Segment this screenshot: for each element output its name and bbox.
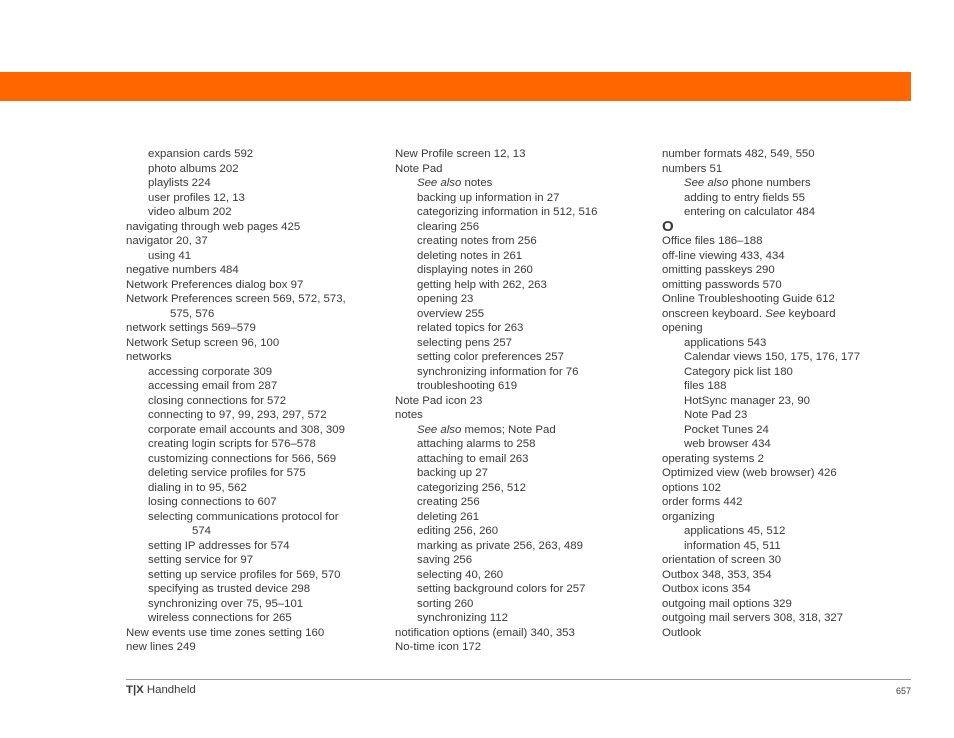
index-entry: opening (662, 322, 703, 334)
index-entry: editing 256, 260 (417, 525, 499, 537)
index-entry: navigating through web pages 425 (126, 220, 301, 233)
index-section-letter: O (662, 217, 674, 235)
index-entry (395, 423, 640, 438)
index-entry: displaying notes in 260 (417, 264, 533, 276)
index-entry: files 188 (684, 380, 727, 392)
index-entry: Note Pad (395, 162, 443, 175)
index-entry: entering on calculator 484 (684, 206, 816, 218)
index-entry: creating login scripts for 576–578 (148, 438, 316, 450)
index-entry: options 102 (662, 481, 721, 494)
index-entry: applications 543 (684, 336, 767, 349)
index-entry: backing up 27 (417, 467, 488, 479)
index-entry: operating systems 2 (662, 452, 764, 465)
index-entry: selecting 40, 260 (417, 568, 504, 581)
index-entry: losing connections to 607 (148, 496, 277, 508)
index-entry: expansion cards 592 (148, 148, 254, 160)
index-entry: omitting passkeys 290 (662, 264, 775, 276)
footer-title (126, 684, 196, 696)
index-entry: Pocket Tunes 24 (684, 423, 769, 436)
index-entry: deleting service profiles for 575 (148, 467, 306, 479)
index-entry: selecting pens 257 (417, 336, 512, 349)
index-entry: navigator 20, 37 (126, 235, 208, 247)
index-entry: Office files 186–188 (662, 235, 763, 247)
index-entry: corporate email accounts and 308, 309 (148, 423, 345, 436)
index-entry-text: phone numbers (728, 177, 811, 189)
header-bar (0, 72, 911, 101)
index-entry: categorizing information in 512, 516 (417, 206, 598, 218)
index-entry: sorting 260 (417, 597, 474, 610)
index-entry: deleting 261 (417, 510, 480, 523)
index-entry: organizing (662, 510, 715, 523)
index-entry: numbers 51 (662, 162, 723, 175)
index-entry: connecting to 97, 99, 293, 297, 572 (148, 409, 327, 421)
index-entry (395, 176, 640, 191)
index-entry: Network Preferences screen 569, 572, 573, (126, 293, 346, 305)
index-entry: Network Setup screen 96, 100 (126, 336, 280, 349)
index-entry: network settings 569–579 (126, 322, 256, 334)
index-entry: accessing corporate 309 (148, 365, 273, 378)
footer-brand: T|X (126, 684, 144, 696)
index-entry: troubleshooting 619 (417, 380, 518, 392)
index-entry: setting background colors for 257 (417, 583, 586, 595)
index-entry: clearing 256 (417, 220, 480, 233)
index-entry: New Profile screen 12, 13 (395, 148, 526, 160)
index-column-3 (662, 147, 912, 640)
index-entry: new lines 249 (126, 641, 196, 653)
index-entry: applications 45, 512 (684, 525, 786, 537)
index-entry: 575, 576 (170, 307, 215, 320)
index-entry: Note Pad 23 (684, 409, 748, 421)
index-entry: off-line viewing 433, 434 (662, 249, 785, 262)
index-entry: synchronizing 112 (417, 612, 508, 624)
index-entry: closing connections for 572 (148, 394, 287, 407)
index-entry: outgoing mail servers 308, 318, 327 (662, 612, 844, 624)
index-entry: attaching to email 263 (417, 452, 529, 465)
index-entry: wireless connections for 265 (148, 612, 292, 624)
index-entry: marking as private 256, 263, 489 (417, 539, 583, 552)
index-entry: notes (395, 409, 423, 421)
index-entry: No-time icon 172 (395, 641, 482, 653)
page-number: 657 (895, 686, 911, 696)
footer-product: Handheld (143, 684, 196, 696)
index-entry: Outbox 348, 353, 354 (662, 568, 772, 581)
see-reference: See (765, 307, 786, 320)
index-entry: related topics for 263 (417, 322, 524, 334)
index-entry: synchronizing information for 76 (417, 365, 579, 378)
index-entry: Note Pad icon 23 (395, 394, 483, 407)
index-entry: Outlook (662, 626, 702, 639)
index-entry-text: onscreen keyboard. (662, 307, 766, 320)
index-entry (662, 176, 912, 191)
index-entry: 574 (192, 525, 212, 537)
see-also-reference: See also (417, 177, 462, 189)
index-entry-text: memos; Note Pad (461, 423, 556, 436)
see-also-reference: See also (417, 423, 462, 436)
index-entry: using 41 (148, 249, 192, 262)
index-entry: categorizing 256, 512 (417, 481, 526, 494)
index-entry: user profiles 12, 13 (148, 191, 245, 204)
index-entry: order forms 442 (662, 496, 743, 508)
index-entry: overview 255 (417, 307, 485, 320)
index-column-1 (126, 147, 376, 655)
index-entry: setting IP addresses for 574 (148, 539, 290, 552)
index-entry: setting service for 97 (148, 554, 254, 566)
index-entry: notification options (email) 340, 353 (395, 626, 575, 639)
index-entry: Network Preferences dialog box 97 (126, 278, 304, 291)
index-entry: networks (126, 351, 172, 363)
index-entry: setting up service profiles for 569, 570 (148, 568, 341, 581)
index-entry: playlists 224 (148, 177, 211, 189)
index-entry (662, 307, 912, 322)
index-entry: video album 202 (148, 206, 232, 218)
index-entry: creating notes from 256 (417, 235, 537, 247)
index-entry: HotSync manager 23, 90 (684, 394, 811, 407)
index-entry-target: keyboard (785, 307, 836, 320)
index-entry: selecting communications protocol for (148, 510, 339, 523)
index-entry: photo albums 202 (148, 162, 239, 175)
index-entry: Optimized view (web browser) 426 (662, 467, 837, 479)
footer-divider (126, 679, 911, 680)
index-entry: backing up information in 27 (417, 191, 560, 204)
index-entry: Calendar views 150, 175, 176, 177 (684, 351, 861, 363)
index-entry: negative numbers 484 (126, 264, 239, 276)
index-entry: outgoing mail options 329 (662, 597, 792, 610)
index-entry: number formats 482, 549, 550 (662, 148, 815, 160)
index-entry: customizing connections for 566, 569 (148, 452, 337, 465)
index-entry: orientation of screen 30 (662, 554, 782, 566)
index-entry: saving 256 (417, 554, 473, 566)
index-entry: web browser 434 (684, 438, 771, 450)
index-entry: omitting passwords 570 (662, 278, 782, 291)
index-entry: dialing in to 95, 562 (148, 481, 247, 494)
index-entry: deleting notes in 261 (417, 249, 523, 262)
index-entry: creating 256 (417, 496, 480, 508)
index-entry: adding to entry fields 55 (684, 191, 805, 204)
index-column-2 (395, 147, 640, 655)
index-entry: synchronizing over 75, 95–101 (148, 597, 304, 610)
index-entry: information 45, 511 (684, 539, 781, 552)
index-entry: New events use time zones setting 160 (126, 626, 325, 639)
index-entry: setting color preferences 257 (417, 351, 564, 363)
index-entry: getting help with 262, 263 (417, 278, 547, 291)
index-entry: Online Troubleshooting Guide 612 (662, 293, 835, 305)
index-entry: opening 23 (417, 293, 474, 305)
see-also-reference: See also (684, 177, 729, 189)
index-entry: Outbox icons 354 (662, 583, 751, 595)
index-entry: specifying as trusted device 298 (148, 583, 311, 595)
index-entry: attaching alarms to 258 (417, 438, 536, 450)
index-entry-text: notes (461, 177, 493, 189)
index-entry: Category pick list 180 (684, 365, 793, 378)
index-entry: accessing email from 287 (148, 380, 278, 392)
